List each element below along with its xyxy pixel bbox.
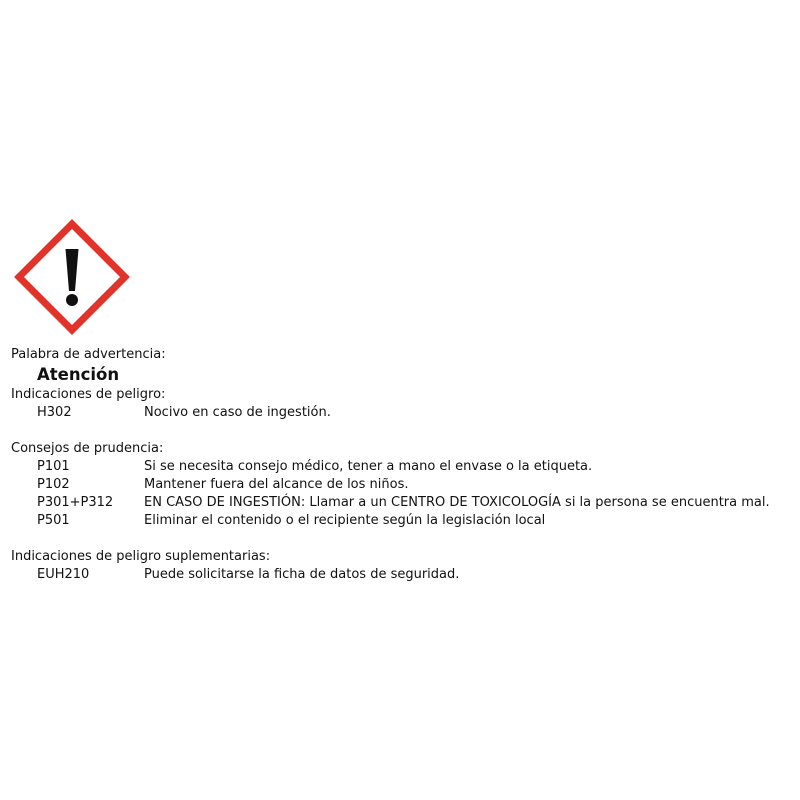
statement-text: Eliminar el contenido o el recipiente según la legislación local	[144, 513, 546, 528]
precautionary-statement-row	[11, 476, 796, 494]
statement-code: P101	[37, 459, 70, 474]
hazard-statements-heading: Indicaciones de peligro:	[11, 387, 166, 402]
statement-text: EN CASO DE INGESTIÓN: Llamar a un CENTRO DE TOXICOLOGÍA si la persona se encuentra mal.	[144, 495, 770, 510]
precautionary-statements-heading: Consejos de prudencia:	[11, 441, 164, 456]
statement-code: EUH210	[37, 567, 90, 582]
signal-word: Atención	[37, 365, 120, 384]
statement-code: P501	[37, 513, 70, 528]
hazard-statement-row	[11, 404, 796, 422]
precautionary-statement-row	[11, 494, 796, 512]
label-content	[11, 346, 796, 584]
statement-code: H302	[37, 405, 72, 420]
statement-code: P102	[37, 477, 70, 492]
supplementary-hazard-heading: Indicaciones de peligro suplementarias:	[11, 549, 271, 564]
signal-word-label: Palabra de advertencia:	[11, 347, 166, 362]
supplementary-hazard-row	[11, 566, 796, 584]
statement-text: Puede solicitarse la ficha de datos de seguridad.	[144, 567, 460, 582]
statement-text: Nocivo en caso de ingestión.	[144, 405, 331, 420]
statement-text: Si se necesita consejo médico, tener a mano el envase o la etiqueta.	[144, 459, 593, 474]
statement-code: P301+P312	[37, 495, 114, 510]
statement-text: Mantener fuera del alcance de los niños.	[144, 477, 409, 492]
precautionary-statement-row	[11, 458, 796, 476]
exclamation-mark-hazard-icon	[14, 219, 130, 335]
precautionary-statement-row	[11, 512, 796, 530]
